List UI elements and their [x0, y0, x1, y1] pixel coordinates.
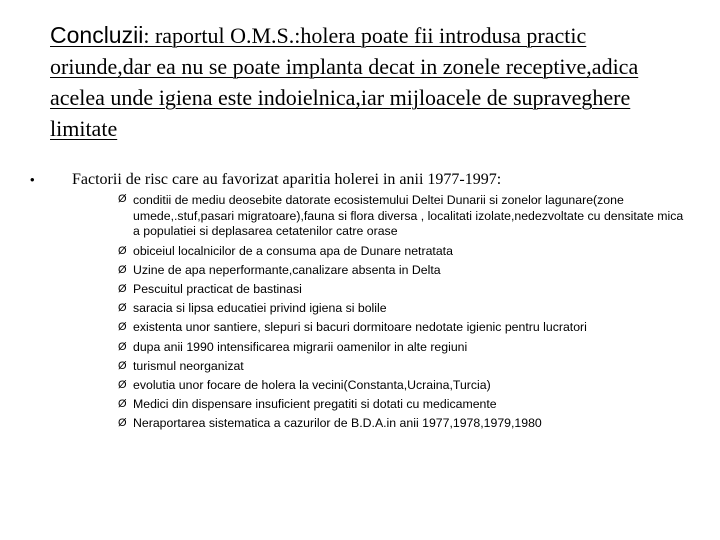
list-item-text: Pescuitul practicat de bastinasi — [133, 281, 302, 296]
list-item-text: saracia si lipsa educatiei privind igiena si bolile — [133, 301, 387, 316]
arrow-bullet-icon: Ø — [118, 193, 127, 205]
list-item — [118, 192, 688, 242]
arrow-bullet-icon: Ø — [118, 378, 127, 391]
arrow-bullet-icon: Ø — [118, 244, 127, 257]
list-item — [118, 242, 688, 261]
list-item — [118, 318, 688, 337]
list-item — [118, 261, 688, 280]
title-rest: : raportul O.M.S.:holera poate fii introdusa practic oriunde,dar ea nu se poate implanta decat in zonele receptive,adica acelea unde igiena este indoielnica,iar mijloacele de supraveghere limitate — [50, 23, 639, 141]
main-bullet-text: Factorii de risc care au favorizat aparitia holerei in anii 1977-1997: — [72, 171, 502, 188]
list-item-text: evolutia unor focare de holera la vecini(Constanta,Ucraina,Turcia) — [133, 377, 491, 392]
title-lead: Concluzii — [50, 22, 144, 48]
arrow-bullet-icon: Ø — [118, 263, 127, 276]
list-item-text: conditii de mediu deosebite datorate ecosistemului Deltei Dunarii si zonelor lagunare(zone umede,.stuf,pasari migratoare),fauna si flora diversa , localitati izolate,nedezvoltate cu densitate mica a populatiei si deplasarea cetatenilor catre orase — [133, 193, 684, 238]
list-item-text: turismul neorganizat — [133, 358, 244, 373]
list-item — [118, 414, 688, 433]
slide-title — [50, 20, 690, 144]
risk-factor-list — [118, 192, 688, 434]
list-item-text: Uzine de apa neperformante,canalizare absenta in Delta — [133, 262, 441, 277]
list-item — [118, 338, 688, 357]
list-item-text: obiceiul localnicilor de a consuma apa de Dunare netratata — [133, 243, 453, 258]
arrow-bullet-icon: Ø — [118, 302, 127, 315]
arrow-bullet-icon: Ø — [118, 359, 127, 372]
list-item-text: existenta unor santiere, slepuri si bacuri dormitoare nedotate igienic pentru lucratori — [133, 320, 587, 335]
list-item — [118, 376, 688, 395]
list-item-text: Neraportarea sistematica a cazurilor de B.D.A.in anii 1977,1978,1979,1980 — [133, 416, 542, 431]
list-item-text: Medici din dispensare insuficient pregatiti si dotati cu medicamente — [133, 397, 497, 412]
list-item — [118, 280, 688, 299]
list-item — [118, 299, 688, 318]
bullet-dot-icon: • — [30, 172, 35, 187]
arrow-bullet-icon: Ø — [118, 340, 127, 353]
list-item-text: dupa anii 1990 intensificarea migrarii oamenilor in alte regiuni — [133, 339, 468, 354]
arrow-bullet-icon: Ø — [118, 417, 127, 430]
list-item — [118, 357, 688, 376]
arrow-bullet-icon: Ø — [118, 321, 127, 334]
list-item — [118, 395, 688, 414]
arrow-bullet-icon: Ø — [118, 398, 127, 411]
arrow-bullet-icon: Ø — [118, 282, 127, 295]
